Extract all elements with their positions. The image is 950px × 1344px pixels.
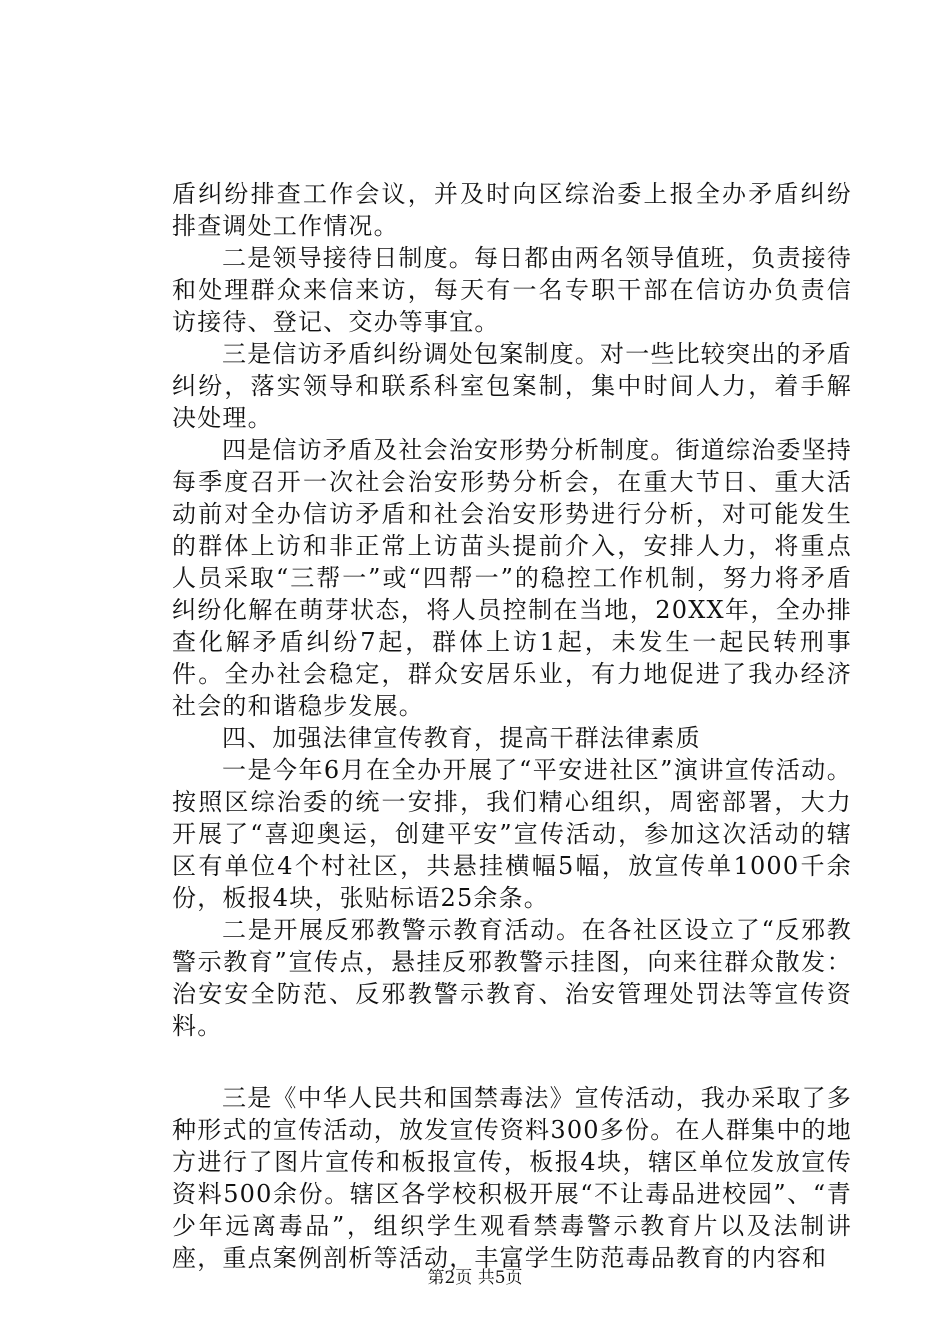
paragraph-situation-analysis: 四是信访矛盾及社会治安形势分析制度。街道综治委坚持每季度召开一次社会治安形势分析会，在重大节日、重大活动前对全办信访矛盾和社会治安形势进行分析，对可能发生的群体上访和非正常上访苗头提前介入，安排人力，将重点人员采取“三帮一”或“四帮一”的稳控工作机制，努力将矛盾纠纷化解在萌芽状态，将人员控制在当地，20XX年，全办排查化解矛盾纠纷7起，群体上访1起，未发生一起民转刑事件。全办社会稳定，群众安居乐业，有力地促进了我办经济社会的和谐稳步发展。 bbox=[172, 436, 852, 720]
paragraph-safe-community: 一是今年6月在全办开展了“平安进社区”演讲宣传活动。按照区综治委的统一安排，我们精心组织，周密部署，大力开展了“喜迎奥运，创建平安”宣传活动，参加这次活动的辖区有单位4个村社区，共悬挂横幅5幅，放宣传单1000千余份，板报4块，张贴标语25余条。 bbox=[172, 756, 852, 912]
paragraph-gap bbox=[172, 1042, 852, 1082]
document-body bbox=[172, 178, 852, 1274]
paragraph-reception-day: 二是领导接待日制度。每日都由两名领导值班，负责接待和处理群众来信来访，每天有一名专职干部在信访办负责信访接待、登记、交办等事宜。 bbox=[172, 244, 852, 336]
section-heading-legal-education: 四、加强法律宣传教育，提高干群法律素质 bbox=[222, 724, 701, 752]
paragraph-case-responsibility: 三是信访矛盾纠纷调处包案制度。对一些比较突出的矛盾纠纷，落实领导和联系科室包案制，集中时间人力，着手解决处理。 bbox=[172, 340, 852, 432]
paragraph-continuation: 盾纠纷排查工作会议，并及时向区综治委上报全办矛盾纠纷排查调处工作情况。 bbox=[172, 180, 852, 240]
paragraph-anti-drug: 三是《中华人民共和国禁毒法》宣传活动，我办采取了多种形式的宣传活动，放发宣传资料300多份。在人群集中的地方进行了图片宣传和板报宣传，板报4块，辖区单位发放宣传资料500余份。辖区各学校积极开展“不让毒品进校园”、“青少年远离毒品”，组织学生观看禁毒警示教育片以及法制讲座，重点案例剖析等活动，丰富学生防范毒品教育的内容和 bbox=[172, 1084, 852, 1272]
page-number-footer: 第2页 共5页 bbox=[427, 1268, 523, 1288]
paragraph-anti-cult: 二是开展反邪教警示教育活动。在各社区设立了“反邪教警示教育”宣传点，悬挂反邪教警示挂图，向来往群众散发：治安安全防范、反邪教警示教育、治安管理处罚法等宣传资料。 bbox=[172, 916, 852, 1040]
